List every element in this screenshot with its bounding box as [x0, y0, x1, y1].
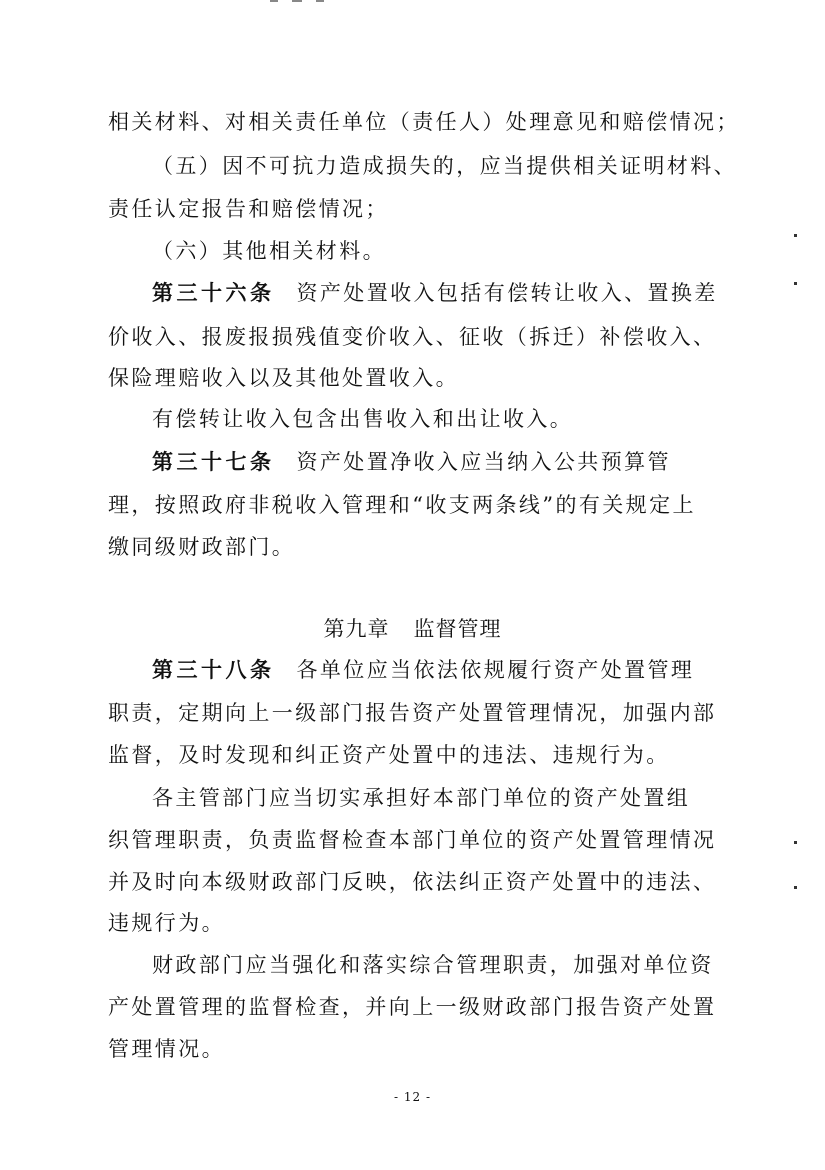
scan-artifact-dot [794, 886, 797, 889]
text-line: 职责，定期向上一级部门报告资产处置管理情况，加强内部 [108, 701, 717, 725]
text-line: 缴同级财政部门。 [108, 535, 296, 559]
scan-artifact-dot [794, 234, 797, 237]
text-line: 有偿转让收入包含出售收入和出让收入。 [152, 407, 574, 431]
text-line: 相关材料、对相关责任单位（责任人）处理意见和赔偿情况； [108, 110, 740, 134]
text-line: 并及时向本级财政部门反映，依法纠正资产处置中的违法、 [108, 870, 717, 894]
text-line: 管理情况。 [108, 1037, 225, 1061]
text-line: 财政部门应当强化和落实综合管理职责，加强对单位资 [152, 953, 714, 977]
article-37-label: 第三十七条 [152, 450, 275, 474]
text-line: 产处置管理的监督检查，并向上一级财政部门报告资产处置 [108, 995, 717, 1019]
text-line: 违规行为。 [108, 911, 225, 935]
chapter-title: 监督管理 [413, 617, 502, 641]
text-line: 资产处置收入包括有偿转让收入、置换差 [296, 281, 718, 305]
text-line: 资产处置净收入应当纳入公共预算管 [296, 450, 671, 474]
scan-artifact-dot [794, 282, 797, 285]
text-line: （六）其他相关材料。 [152, 239, 386, 263]
text-line: 各主管部门应当切实承担好本部门单位的资产处置组 [152, 786, 691, 810]
article-36-line [152, 278, 718, 308]
article-36-label: 第三十六条 [152, 281, 275, 305]
text-line: 理，按照政府非税收入管理和“收支两条线”的有关规定上 [108, 493, 696, 517]
text-line: 责任认定报告和赔偿情况； [108, 197, 389, 221]
chapter-heading [0, 614, 825, 644]
text-line: 价收入、报废报损残值变价收入、征收（拆迁）补偿收入、 [108, 325, 717, 349]
text-line: 各单位应当依法依规履行资产处置管理 [296, 658, 695, 682]
article-38-line [152, 655, 694, 685]
text-line: 保险理赔收入以及其他处置收入。 [108, 366, 459, 390]
article-38-label: 第三十八条 [152, 658, 275, 682]
chapter-number: 第九章 [323, 617, 390, 641]
scan-artifact-dot [794, 841, 797, 844]
page-number: - 12 - [393, 1090, 431, 1104]
text-line: 织管理职责，负责监督检查本部门单位的资产处置管理情况 [108, 828, 717, 852]
article-37-line [152, 447, 671, 477]
text-line: （五）因不可抗力造成损失的，应当提供相关证明材料、 [152, 154, 737, 178]
scan-artifact-mark [270, 0, 330, 3]
text-line: 监督，及时发现和纠正资产处置中的违法、违规行为。 [108, 743, 670, 767]
